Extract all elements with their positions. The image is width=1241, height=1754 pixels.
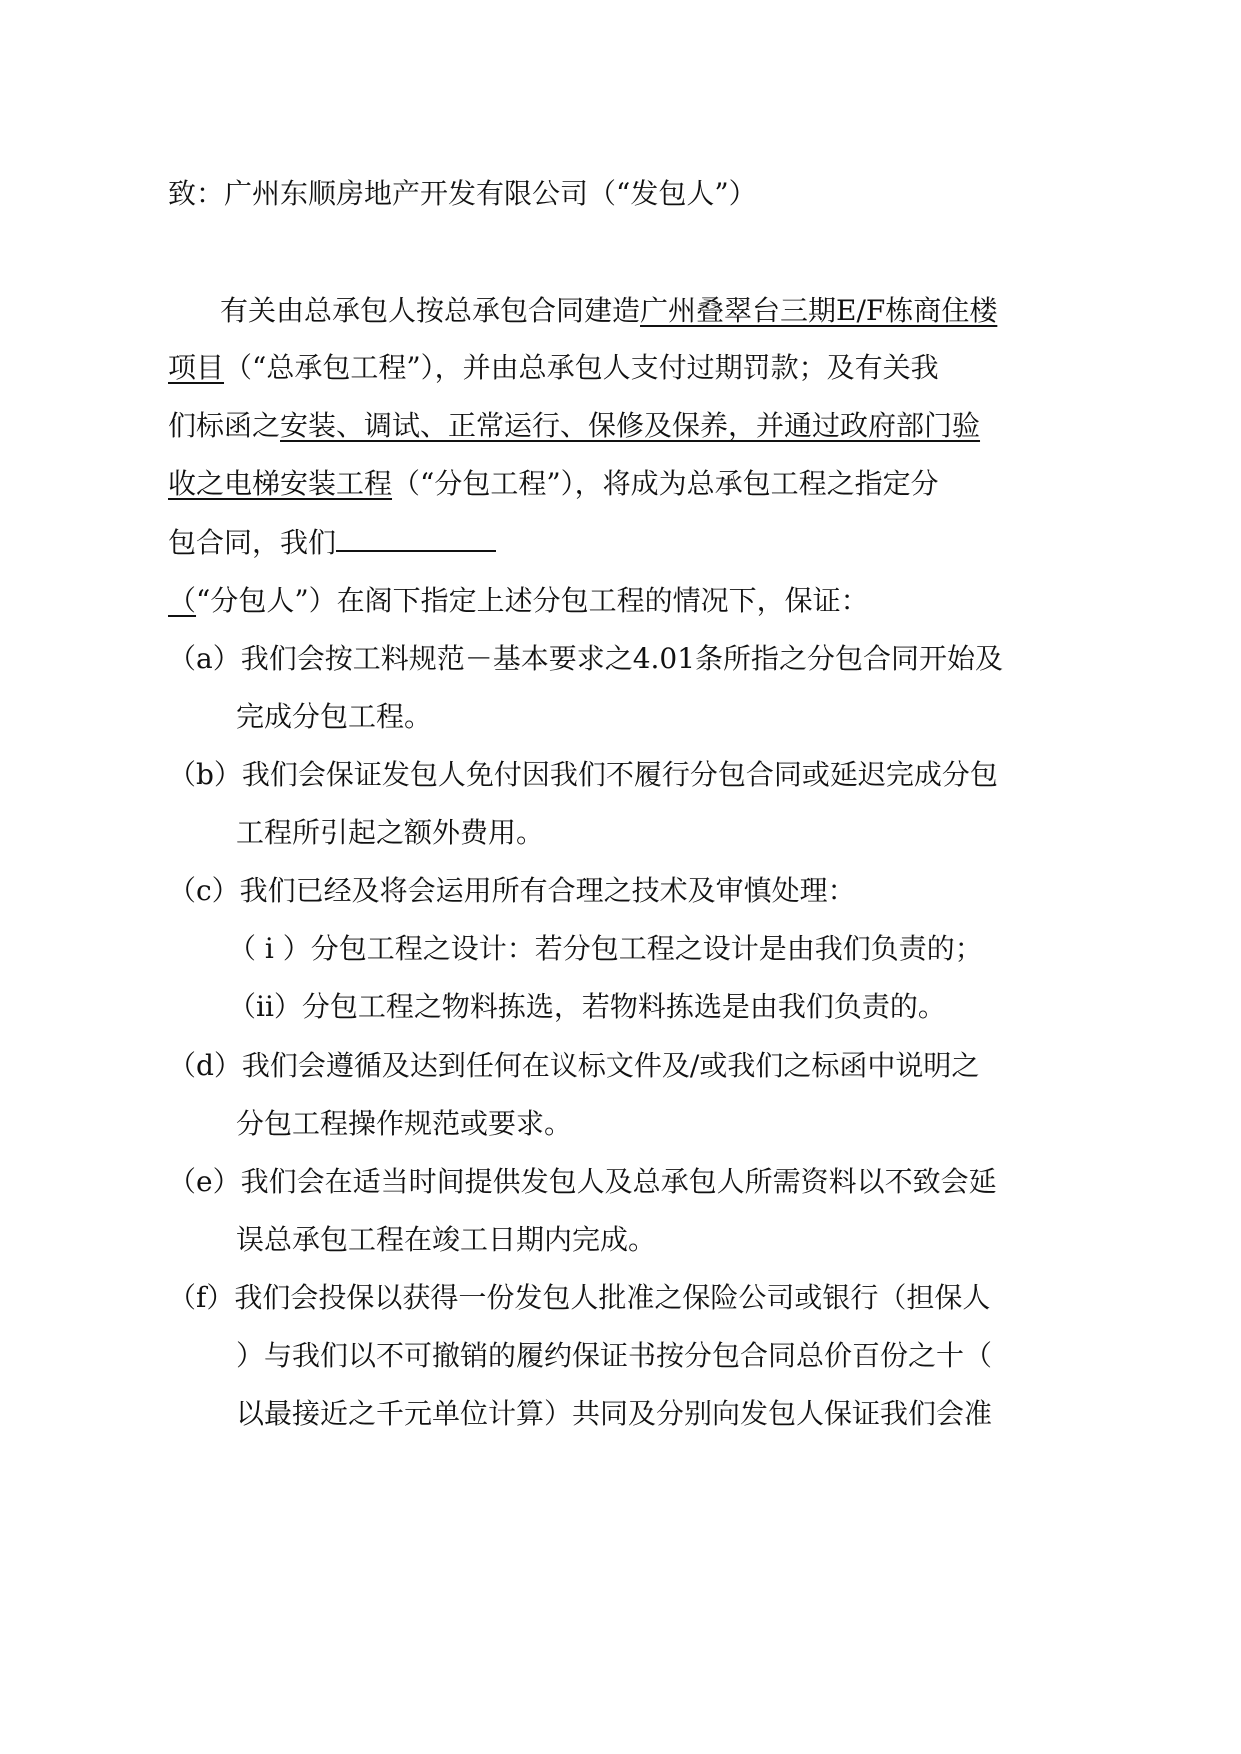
intro-text: 们标函之 <box>168 409 281 442</box>
work-scope-end: 收之电梯安装工程 <box>168 467 393 500</box>
item-e-line-1: （e）我们会在适当时间提供发包人及总承包人所需资料以不致会延 <box>168 1165 997 1198</box>
item-f-line-2: ）与我们以不可撤销的履约保证书按分包合同总价百份之十（ <box>236 1339 993 1372</box>
intro-line-4 <box>168 466 939 502</box>
intro-text: （“分包工程”），将成为总承包工程之指定分 <box>392 467 939 500</box>
project-name: 广州叠翠台三期E/F栋商住楼 <box>640 294 998 327</box>
intro-line-5 <box>168 524 496 561</box>
intro-text: 有关由总承包人按总承包合同建造 <box>220 294 641 327</box>
project-name-end: 项目 <box>168 351 225 384</box>
intro-line-1 <box>220 293 997 329</box>
item-d-line-2: 分包工程操作规范或要求。 <box>236 1107 573 1140</box>
intro-text: （“总承包工程”），并由总承包人支付过期罚款；及有关我 <box>224 351 939 384</box>
intro-text: 包合同，我们 <box>168 526 337 559</box>
work-scope: 安装、调试、正常运行、保修及保养，并通过政府部门验 <box>280 409 981 442</box>
item-a-line-2: 完成分包工程。 <box>236 700 433 733</box>
item-b-line-2: 工程所引起之额外费用。 <box>236 816 545 849</box>
intro-text: “分包人”）在阁下指定上述分包工程的情况下，保证： <box>196 584 869 617</box>
intro-line-6 <box>168 583 869 619</box>
blank-continuation: （ <box>168 584 197 617</box>
item-a-line-1: （a）我们会按工料规范－基本要求之4.01条所指之分包合同开始及 <box>168 642 1004 675</box>
item-b-line-1: （b）我们会保证发包人免付因我们不履行分包合同或延迟完成分包 <box>168 758 998 791</box>
item-d-line-1: （d）我们会遵循及达到任何在议标文件及/或我们之标函中说明之 <box>168 1049 980 1082</box>
addressee: 致：广州东顺房地产开发有限公司（“发包人”） <box>168 177 757 210</box>
item-c-line-1: （c）我们已经及将会运用所有合理之技术及审慎处理： <box>168 874 856 907</box>
item-e-line-2: 误总承包工程在竣工日期内完成。 <box>236 1223 657 1256</box>
item-f-line-1: （f）我们会投保以获得一份发包人批准之保险公司或银行（担保人 <box>168 1281 991 1314</box>
subcontractor-name-blank[interactable] <box>336 524 496 552</box>
item-c-sub-ii: （ii）分包工程之物料拣选，若物料拣选是由我们负责的。 <box>228 990 946 1023</box>
intro-line-3 <box>168 408 980 444</box>
item-f-line-3: 以最接近之千元单位计算）共同及分别向发包人保证我们会准 <box>236 1397 993 1430</box>
intro-line-2 <box>168 350 939 386</box>
item-c-sub-i: （ i ）分包工程之设计：若分包工程之设计是由我们负责的； <box>228 932 983 965</box>
